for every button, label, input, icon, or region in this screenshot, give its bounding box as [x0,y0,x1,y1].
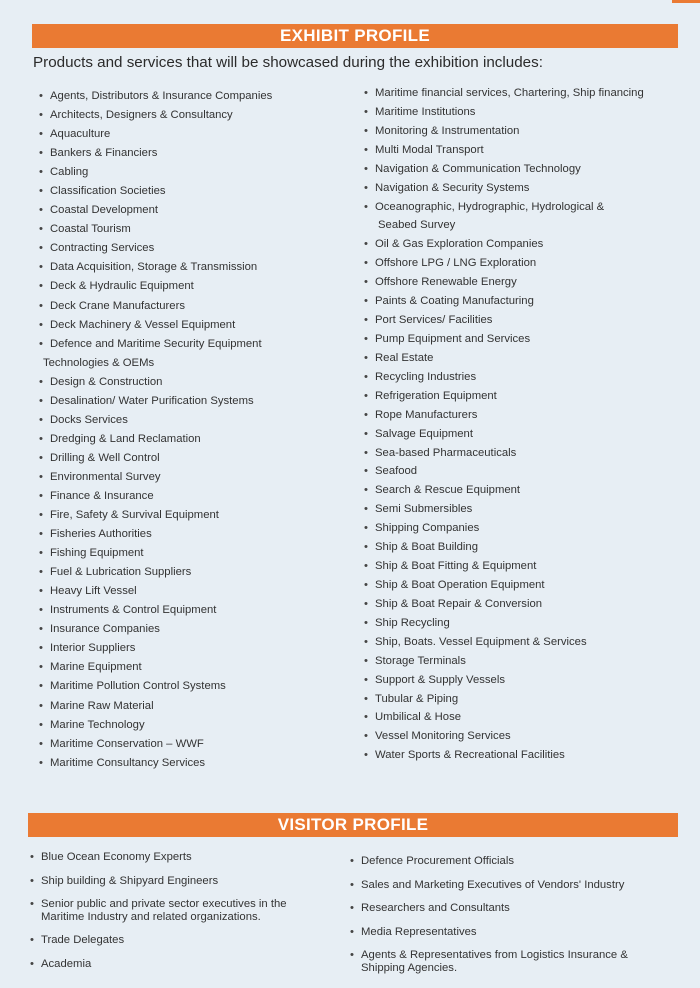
list-item: • Pump Equipment and Services [364,330,644,349]
list-item: • Researchers and Consultants [350,902,670,915]
list-item: • Support & Supply Vessels [364,671,644,690]
list-item-continuation: Technologies & OEMs [43,356,155,369]
list-item: • Salvage Equipment [364,425,644,444]
list-item-continuation: Seabed Survey [378,219,456,232]
list-item: • Environmental Survey [39,468,272,487]
list-item: • Maritime Consultancy Services [39,754,272,773]
list-item: • Marine Technology [39,716,272,735]
list-item: • Interior Suppliers [39,639,272,658]
list-item: • Coastal Development [39,201,272,220]
list-item: • Maritime Institutions [364,103,644,122]
list-item: • Insurance Companies [39,620,272,639]
list-item: • Deck Crane Manufacturers [39,297,272,316]
list-item: • Sea-based Pharmaceuticals [364,444,644,463]
list-item: • Bankers & Financiers [39,144,272,163]
list-item: • Port Services/ Facilities [364,311,644,330]
list-item: • Trade Delegates [30,934,330,947]
list-item: • Refrigeration Equipment [364,387,644,406]
list-item: • Agents & Representatives from Logistics Insurance & Shipping Agencies. [350,949,670,974]
list-item: • Classification Societies [39,182,272,201]
list-item: • Tubular & Piping [364,690,644,709]
list-item: • Desalination/ Water Purification Systems [39,392,272,411]
list-item: • Ship, Boats. Vessel Equipment & Services [364,633,644,652]
list-item: • Design & Construction [39,373,272,392]
list-item: • Fisheries Authorities [39,525,272,544]
list-item: • Offshore Renewable Energy [364,273,644,292]
list-item: • Media Representatives [350,926,670,939]
list-item: • Search & Rescue Equipment [364,481,644,500]
list-item: • Data Acquisition, Storage & Transmission [39,258,272,277]
list-item: • Heavy Lift Vessel [39,582,272,601]
list-item: • Paints & Coating Manufacturing [364,292,644,311]
list-item: • Ship & Boat Building [364,538,644,557]
list-item: • Coastal Tourism [39,220,272,239]
visitor-list-left [30,851,330,981]
list-item: • Ship & Boat Fitting & Equipment [364,557,644,576]
list-item: • Defence and Maritime Security Equipment [39,335,272,354]
list-item: • Umbilical & Hose [364,708,644,727]
list-item: • Deck & Hydraulic Equipment [39,277,272,296]
list-item: • Water Sports & Recreational Facilities [364,746,644,765]
list-item: • Fuel & Lubrication Suppliers [39,563,272,582]
list-item: • Ship Recycling [364,614,644,633]
list-item: • Fire, Safety & Survival Equipment [39,506,272,525]
list-item: • Aquaculture [39,125,272,144]
list-item: • Navigation & Security Systems [364,179,644,198]
list-item: • Rope Manufacturers [364,406,644,425]
corner-accent [672,0,700,3]
list-item: • Vessel Monitoring Services [364,727,644,746]
list-item: • Maritime Pollution Control Systems [39,677,272,696]
list-item: • Senior public and private sector executives in the Maritime Industry and related organizations. [30,898,330,923]
list-item: • Shipping Companies [364,519,644,538]
list-item: • Finance & Insurance [39,487,272,506]
list-item: • Drilling & Well Control [39,449,272,468]
list-item: • Storage Terminals [364,652,644,671]
list-item: • Seafood [364,462,644,481]
list-item: • Cabling [39,163,272,182]
list-item: • Real Estate [364,349,644,368]
list-item: • Semi Submersibles [364,500,644,519]
list-item: • Navigation & Communication Technology [364,160,644,179]
list-item: • Contracting Services [39,239,272,258]
list-item: • Blue Ocean Economy Experts [30,851,330,864]
list-item: • Docks Services [39,411,272,430]
list-item: • Architects, Designers & Consultancy [39,106,272,125]
list-item: • Agents, Distributors & Insurance Companies [39,87,272,106]
exhibit-list-right [364,84,644,765]
list-item: • Maritime Conservation – WWF [39,735,272,754]
list-item: • Academia [30,958,330,971]
list-item: • Instruments & Control Equipment [39,601,272,620]
list-item: • Dredging & Land Reclamation [39,430,272,449]
list-item: • Deck Machinery & Vessel Equipment [39,316,272,335]
list-item: • Maritime financial services, Chartering, Ship financing [364,84,644,103]
list-item: • Defence Procurement Officials [350,855,670,868]
visitor-profile-heading: VISITOR PROFILE [28,813,678,837]
list-item: • Sales and Marketing Executives of Vendors' Industry [350,879,670,892]
visitor-list-right [350,855,670,985]
list-item: • Monitoring & Instrumentation [364,122,644,141]
list-item: • Fishing Equipment [39,544,272,563]
list-item: • Ship & Boat Operation Equipment [364,576,644,595]
list-item: • Multi Modal Transport [364,141,644,160]
list-item: • Ship building & Shipyard Engineers [30,875,330,888]
list-item: • Ship & Boat Repair & Conversion [364,595,644,614]
exhibit-profile-heading: EXHIBIT PROFILE [32,24,678,48]
list-item: • Marine Raw Material [39,697,272,716]
exhibit-list-left [39,87,272,773]
list-item: • Marine Equipment [39,658,272,677]
list-item: • Oil & Gas Exploration Companies [364,235,644,254]
exhibit-intro: Products and services that will be showcased during the exhibition includes: [33,54,543,71]
list-item: • Recycling Industries [364,368,644,387]
list-item: • Offshore LPG / LNG Exploration [364,254,644,273]
list-item: • Oceanographic, Hydrographic, Hydrological & [364,198,644,217]
